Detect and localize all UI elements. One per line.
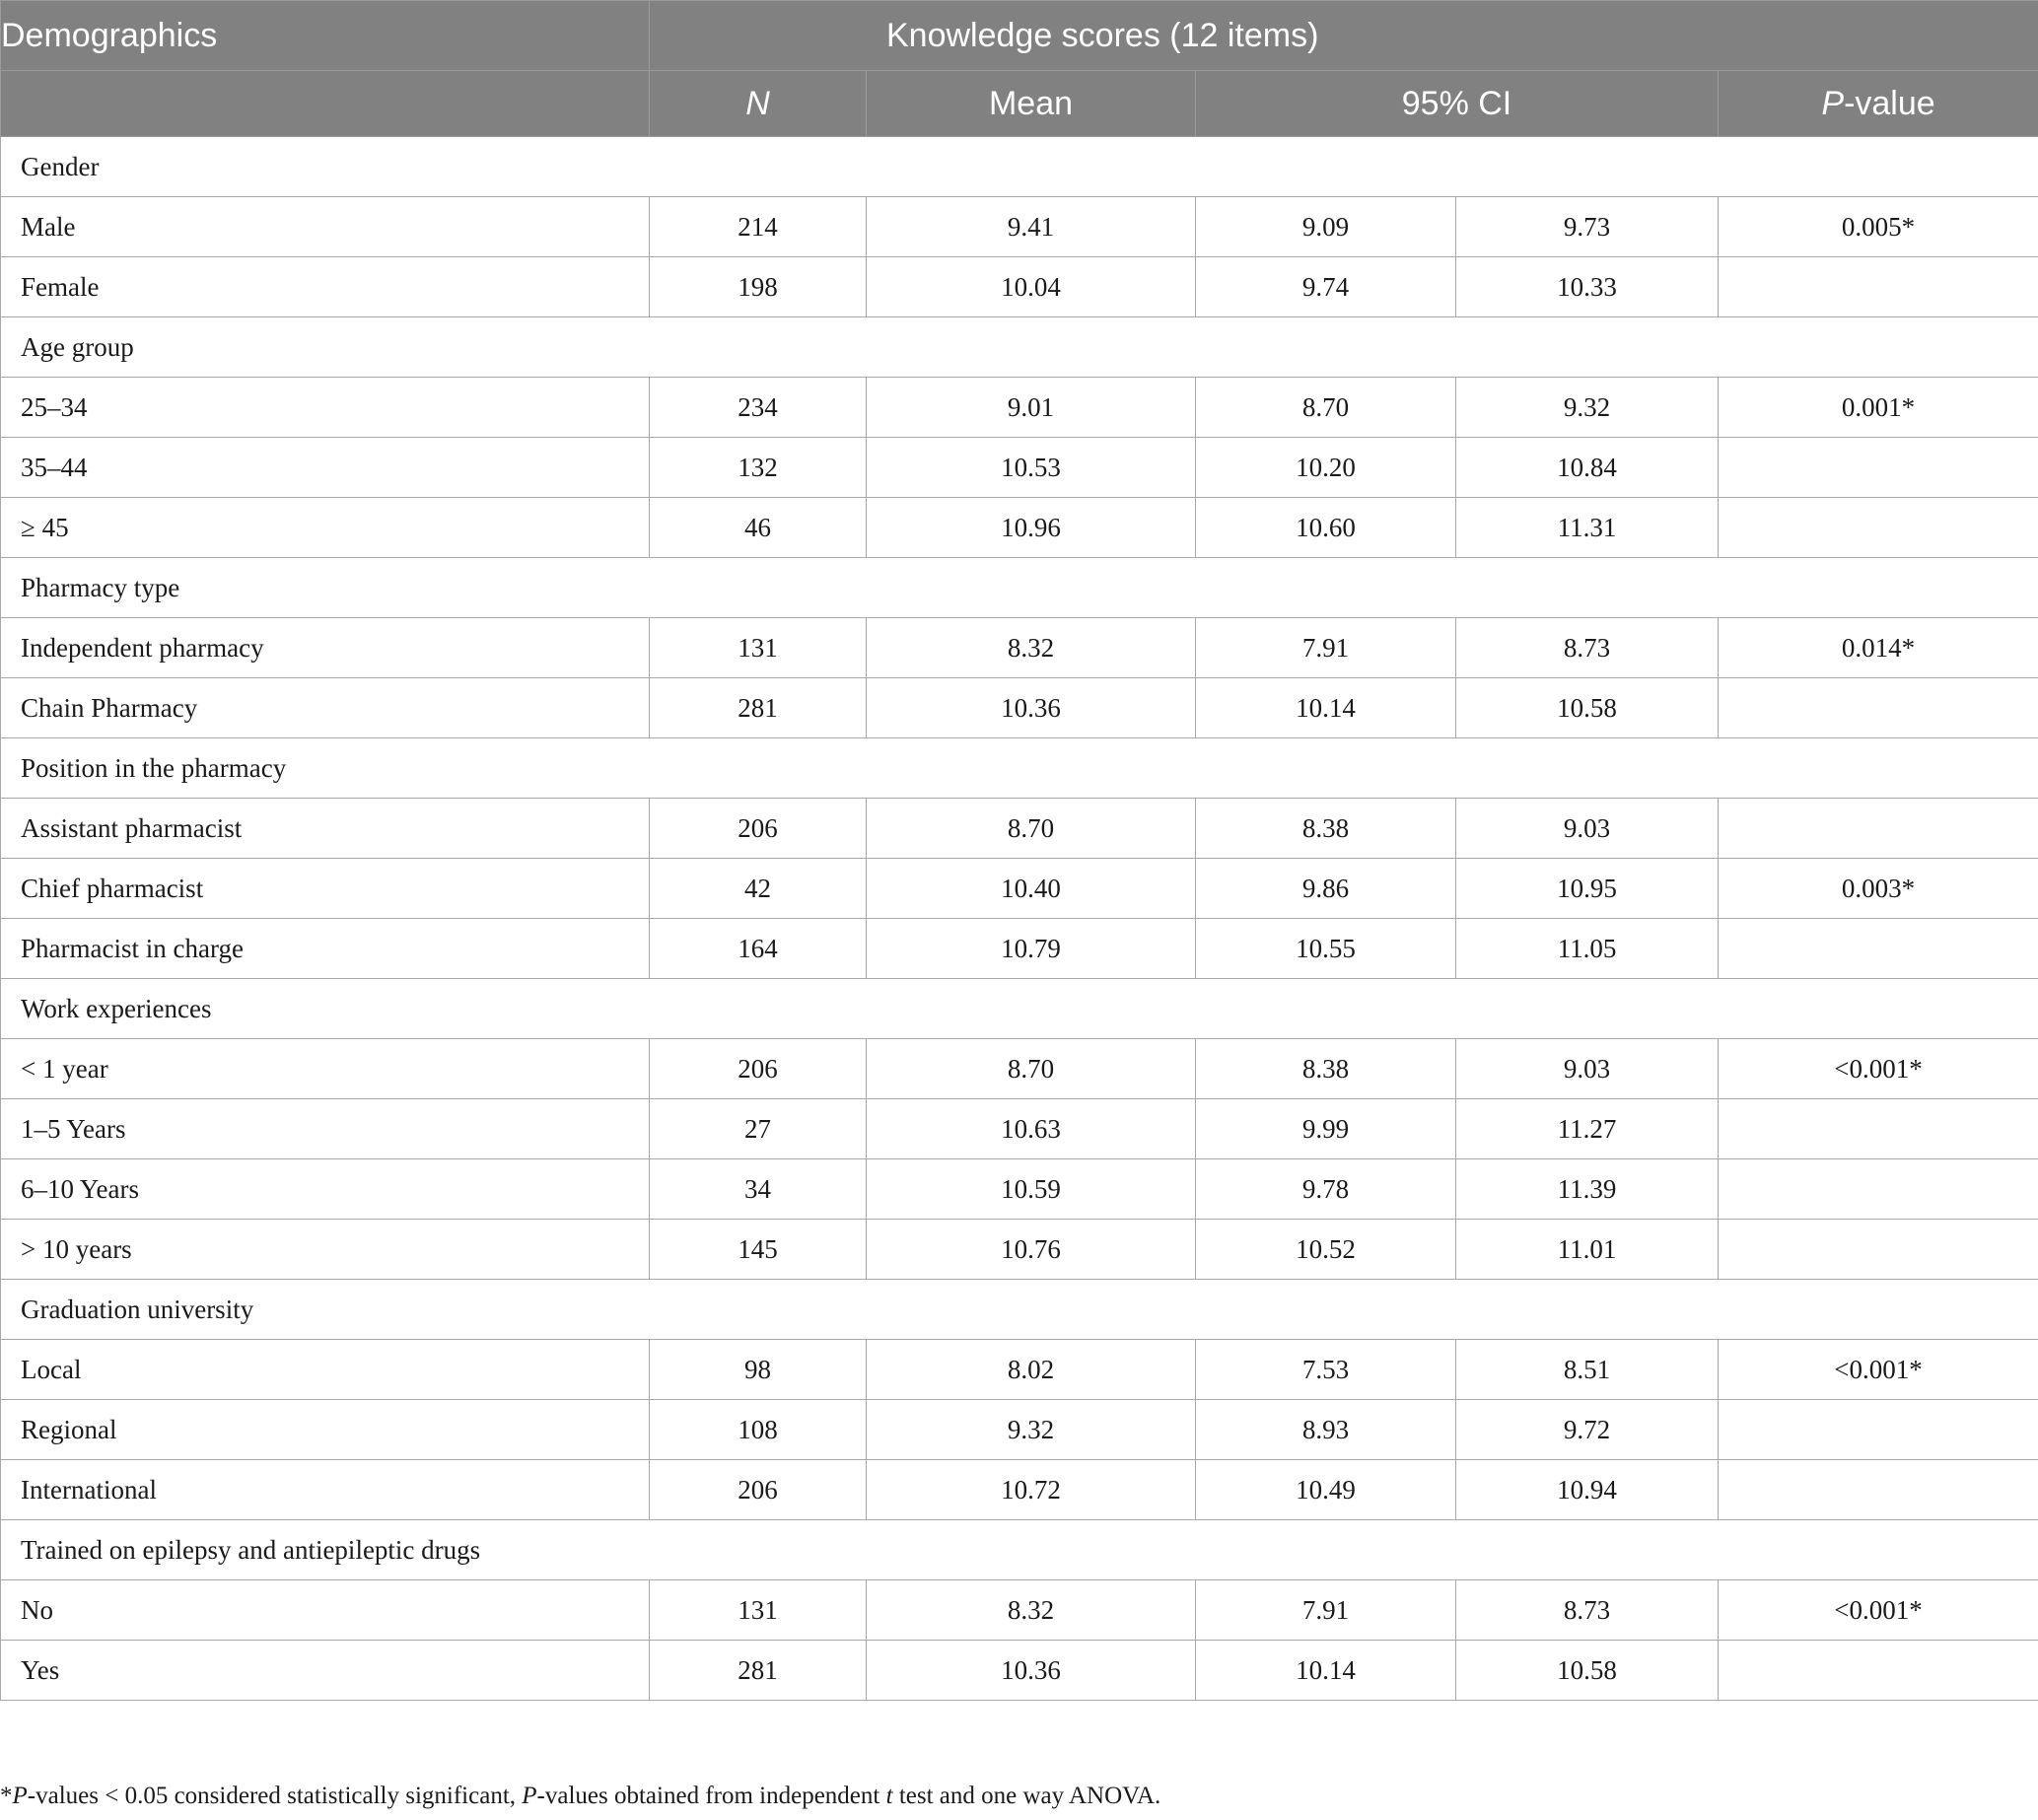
cell-mean: 9.01: [867, 378, 1196, 438]
header-p-suffix: -value: [1844, 84, 1935, 122]
cell-ci-low: 10.52: [1196, 1220, 1456, 1280]
cell-p-value: <0.001*: [1719, 1039, 2038, 1099]
cell-mean: 10.40: [867, 859, 1196, 919]
cell-ci-high: 11.05: [1456, 919, 1719, 979]
table-row: [1, 1400, 2038, 1460]
header-row-1: [1, 1, 2038, 71]
row-label: International: [1, 1460, 650, 1520]
footnote-p2: P: [522, 1783, 537, 1809]
cell-n: 27: [650, 1099, 867, 1159]
cell-ci-low: 7.91: [1196, 618, 1456, 678]
cell-n: 46: [650, 498, 867, 558]
group-title: Trained on epilepsy and antiepileptic drugs: [1, 1520, 2038, 1580]
table-row: [1, 498, 2038, 558]
cell-n: 206: [650, 1460, 867, 1520]
row-label: Chief pharmacist: [1, 859, 650, 919]
cell-ci-high: 9.03: [1456, 1039, 1719, 1099]
table-header: [1, 1, 2038, 137]
table-row: [1, 1340, 2038, 1400]
cell-p-value: [1719, 678, 2038, 738]
footnote-text3: test and one way ANOVA.: [892, 1783, 1161, 1809]
cell-n: 214: [650, 197, 867, 257]
cell-n: 145: [650, 1220, 867, 1280]
cell-ci-low: 7.91: [1196, 1580, 1456, 1641]
group-row: [1, 317, 2038, 378]
cell-mean: 10.72: [867, 1460, 1196, 1520]
header-p-letter: P: [1821, 84, 1845, 122]
table-row: [1, 859, 2038, 919]
table-row: [1, 618, 2038, 678]
cell-p-value: <0.001*: [1719, 1580, 2038, 1641]
group-title: Age group: [1, 317, 2038, 378]
row-label: ≥ 45: [1, 498, 650, 558]
cell-n: 98: [650, 1340, 867, 1400]
cell-ci-high: 10.94: [1456, 1460, 1719, 1520]
cell-p-value: [1719, 1220, 2038, 1280]
cell-ci-high: 8.73: [1456, 1580, 1719, 1641]
cell-ci-low: 9.74: [1196, 257, 1456, 317]
cell-n: 281: [650, 1641, 867, 1701]
cell-n: 281: [650, 678, 867, 738]
row-label: Regional: [1, 1400, 650, 1460]
cell-mean: 10.04: [867, 257, 1196, 317]
row-label: 1–5 Years: [1, 1099, 650, 1159]
row-label: Male: [1, 197, 650, 257]
footnote-text1: -values < 0.05 considered statistically significant,: [27, 1783, 523, 1809]
cell-n: 206: [650, 1039, 867, 1099]
row-label: No: [1, 1580, 650, 1641]
cell-p-value: [1719, 1641, 2038, 1701]
cell-p-value: 0.005*: [1719, 197, 2038, 257]
table-row: [1, 1099, 2038, 1159]
group-row: [1, 738, 2038, 799]
cell-p-value: [1719, 257, 2038, 317]
cell-mean: 10.63: [867, 1099, 1196, 1159]
cell-ci-high: 9.73: [1456, 197, 1719, 257]
row-label: Female: [1, 257, 650, 317]
table-row: [1, 378, 2038, 438]
footnote-text2: -values obtained from independent: [536, 1783, 886, 1809]
cell-mean: 9.41: [867, 197, 1196, 257]
cell-mean: 8.32: [867, 1580, 1196, 1641]
group-title: Pharmacy type: [1, 558, 2038, 618]
group-row: [1, 1520, 2038, 1580]
cell-ci-low: 9.86: [1196, 859, 1456, 919]
cell-mean: 10.36: [867, 678, 1196, 738]
cell-p-value: 0.003*: [1719, 859, 2038, 919]
cell-ci-low: 10.60: [1196, 498, 1456, 558]
cell-p-value: [1719, 1099, 2038, 1159]
group-title: Position in the pharmacy: [1, 738, 2038, 799]
header-knowledge-scores: [650, 1, 2038, 71]
footnote: [0, 1783, 1160, 1810]
cell-ci-high: 9.32: [1456, 378, 1719, 438]
row-label: Pharmacist in charge: [1, 919, 650, 979]
row-label: Yes: [1, 1641, 650, 1701]
cell-mean: 8.70: [867, 799, 1196, 859]
cell-ci-low: 8.93: [1196, 1400, 1456, 1460]
cell-mean: 10.76: [867, 1220, 1196, 1280]
row-label: Independent pharmacy: [1, 618, 650, 678]
cell-n: 198: [650, 257, 867, 317]
group-row: [1, 137, 2038, 197]
cell-n: 206: [650, 799, 867, 859]
header-row-2: [1, 71, 2038, 137]
cell-mean: 10.59: [867, 1159, 1196, 1220]
row-label: 6–10 Years: [1, 1159, 650, 1220]
cell-ci-high: 11.31: [1456, 498, 1719, 558]
cell-n: 131: [650, 1580, 867, 1641]
cell-ci-high: 10.33: [1456, 257, 1719, 317]
cell-mean: 8.02: [867, 1340, 1196, 1400]
row-label: > 10 years: [1, 1220, 650, 1280]
cell-ci-high: 10.84: [1456, 438, 1719, 498]
cell-ci-high: 9.72: [1456, 1400, 1719, 1460]
cell-mean: 10.36: [867, 1641, 1196, 1701]
cell-p-value: [1719, 919, 2038, 979]
cell-ci-low: 10.14: [1196, 678, 1456, 738]
cell-n: 164: [650, 919, 867, 979]
row-label: Local: [1, 1340, 650, 1400]
header-demographics: Demographics: [1, 1, 650, 71]
cell-p-value: [1719, 1400, 2038, 1460]
cell-ci-high: 9.03: [1456, 799, 1719, 859]
cell-ci-low: 10.20: [1196, 438, 1456, 498]
cell-ci-high: 10.95: [1456, 859, 1719, 919]
row-label: Assistant pharmacist: [1, 799, 650, 859]
cell-ci-high: 8.73: [1456, 618, 1719, 678]
row-label: 35–44: [1, 438, 650, 498]
cell-ci-low: 10.14: [1196, 1641, 1456, 1701]
group-row: [1, 558, 2038, 618]
header-empty: [1, 71, 650, 137]
cell-mean: 10.79: [867, 919, 1196, 979]
cell-ci-low: 8.38: [1196, 799, 1456, 859]
group-row: [1, 1280, 2038, 1340]
table-row: [1, 1220, 2038, 1280]
cell-n: 34: [650, 1159, 867, 1220]
cell-mean: 10.53: [867, 438, 1196, 498]
header-p-value: [1719, 71, 2038, 137]
footnote-star: *: [0, 1783, 13, 1809]
cell-ci-high: 11.39: [1456, 1159, 1719, 1220]
cell-ci-high: 11.01: [1456, 1220, 1719, 1280]
group-title: Gender: [1, 137, 2038, 197]
row-label: Chain Pharmacy: [1, 678, 650, 738]
cell-ci-high: 8.51: [1456, 1340, 1719, 1400]
row-label: < 1 year: [1, 1039, 650, 1099]
cell-n: 131: [650, 618, 867, 678]
cell-mean: 10.96: [867, 498, 1196, 558]
cell-p-value: [1719, 1159, 2038, 1220]
cell-p-value: [1719, 799, 2038, 859]
group-row: [1, 979, 2038, 1039]
table-row: [1, 919, 2038, 979]
header-n: N: [650, 71, 867, 137]
cell-ci-low: 9.78: [1196, 1159, 1456, 1220]
footnote-p1: P: [12, 1783, 28, 1809]
footnote-t: t: [885, 1783, 893, 1809]
cell-p-value: 0.014*: [1719, 618, 2038, 678]
table-body: [1, 137, 2038, 1701]
cell-n: 132: [650, 438, 867, 498]
cell-p-value: [1719, 498, 2038, 558]
cell-ci-low: 10.55: [1196, 919, 1456, 979]
cell-n: 42: [650, 859, 867, 919]
cell-p-value: <0.001*: [1719, 1340, 2038, 1400]
table-row: [1, 678, 2038, 738]
cell-ci-high: 11.27: [1456, 1099, 1719, 1159]
cell-mean: 9.32: [867, 1400, 1196, 1460]
cell-ci-high: 10.58: [1456, 1641, 1719, 1701]
header-mean: Mean: [867, 71, 1196, 137]
group-title: Work experiences: [1, 979, 2038, 1039]
table-row: [1, 197, 2038, 257]
header-knowledge-scores-label: Knowledge scores (12 items): [886, 16, 1319, 54]
table-row: [1, 1641, 2038, 1701]
group-title: Graduation university: [1, 1280, 2038, 1340]
cell-ci-low: 9.09: [1196, 197, 1456, 257]
cell-p-value: [1719, 1460, 2038, 1520]
cell-mean: 8.32: [867, 618, 1196, 678]
cell-n: 108: [650, 1400, 867, 1460]
cell-ci-low: 9.99: [1196, 1099, 1456, 1159]
table-row: [1, 438, 2038, 498]
header-ci: 95% CI: [1196, 71, 1719, 137]
table-row: [1, 1159, 2038, 1220]
row-label: 25–34: [1, 378, 650, 438]
table-row: [1, 1460, 2038, 1520]
cell-ci-low: 8.38: [1196, 1039, 1456, 1099]
cell-ci-low: 7.53: [1196, 1340, 1456, 1400]
cell-ci-low: 8.70: [1196, 378, 1456, 438]
cell-p-value: [1719, 438, 2038, 498]
table-row: [1, 1039, 2038, 1099]
cell-p-value: 0.001*: [1719, 378, 2038, 438]
cell-ci-low: 10.49: [1196, 1460, 1456, 1520]
cell-n: 234: [650, 378, 867, 438]
table-row: [1, 799, 2038, 859]
table-row: [1, 257, 2038, 317]
cell-mean: 8.70: [867, 1039, 1196, 1099]
table-row: [1, 1580, 2038, 1641]
cell-ci-high: 10.58: [1456, 678, 1719, 738]
